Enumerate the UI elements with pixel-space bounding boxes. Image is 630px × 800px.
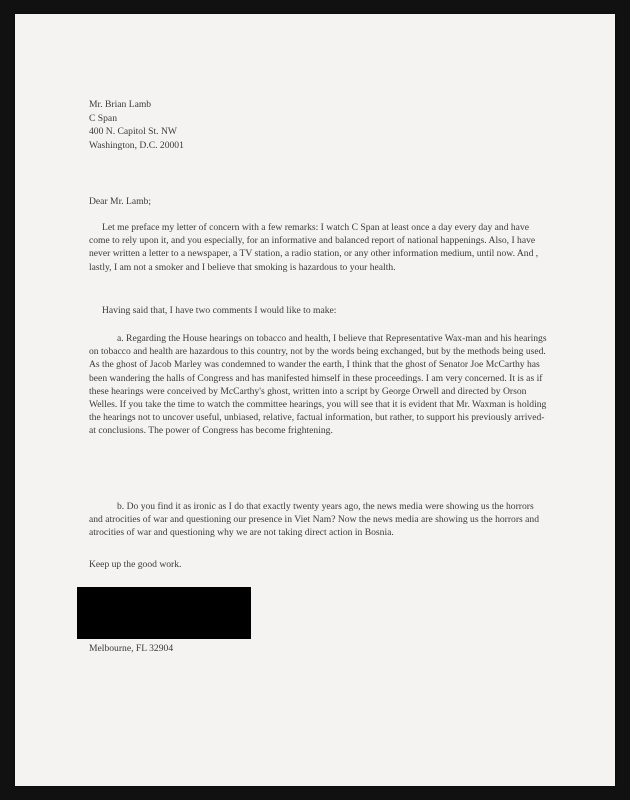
salutation: Dear Mr. Lamb;: [89, 196, 152, 207]
recipient-city: Washington, D.C. 20001: [89, 139, 184, 151]
body-paragraph-4: b. Do you find it as ironic as I do that exactly twenty years ago, the news media were showing us the horrors and atrocities of war and questioning our presence in Viet Nam? Now the news media are showing us the horrors and atrocities of war and questioning why we are not taking direct action in Bosnia.: [89, 501, 540, 539]
recipient-organization: C Span: [89, 112, 117, 124]
closing-line: Keep up the good work.: [89, 559, 182, 570]
recipient-address: [89, 98, 184, 152]
sender-city: Melbourne, FL 32904: [89, 643, 174, 654]
body-paragraph-1: Let me preface my letter of concern with a few remarks: I watch C Span at least once a day every day and have come to rely upon it, and you especially, for an informative and balanced report of national happenings. Also, I have never written a letter to a newspaper, a TV station, a radio station, or any other information medium, until now. And , lastly, I am not a smoker and I believe that smoking is hazardous to your health.: [89, 222, 539, 273]
body-paragraph-3: a. Regarding the House hearings on tobacco and health, I believe that Representative Wax-man and his hearings on tobacco and health are hazardous to this country, not by the words being exchanged, but by the methods being used. As the ghost of Jacob Marley was condemned to wander the earth, I think that the ghost of Senator Joe McCarthy has been wandering the halls of Congress and has manifested himself in these proceedings. I am very concerned. It is as if these hearings were conceived by McCarthy's ghost, written into a script by George Orwell and directed by Orson Welles. If you take the time to watch the committee hearings, you will see that it is evident that Mr. Waxman is holding the hearings not to uncover useful, unbiased, relative, factual information, but rather, to support his previously arrived-at conclusions. The power of Congress has become frightening.: [89, 333, 547, 437]
signature-redaction: [77, 587, 251, 639]
recipient-name: Mr. Brian Lamb: [89, 99, 152, 110]
body-paragraph-2: Having said that, I have two comments I would like to make:: [102, 305, 337, 316]
recipient-street: 400 N. Capitol St. NW: [89, 126, 177, 138]
letter-page: [15, 14, 615, 786]
